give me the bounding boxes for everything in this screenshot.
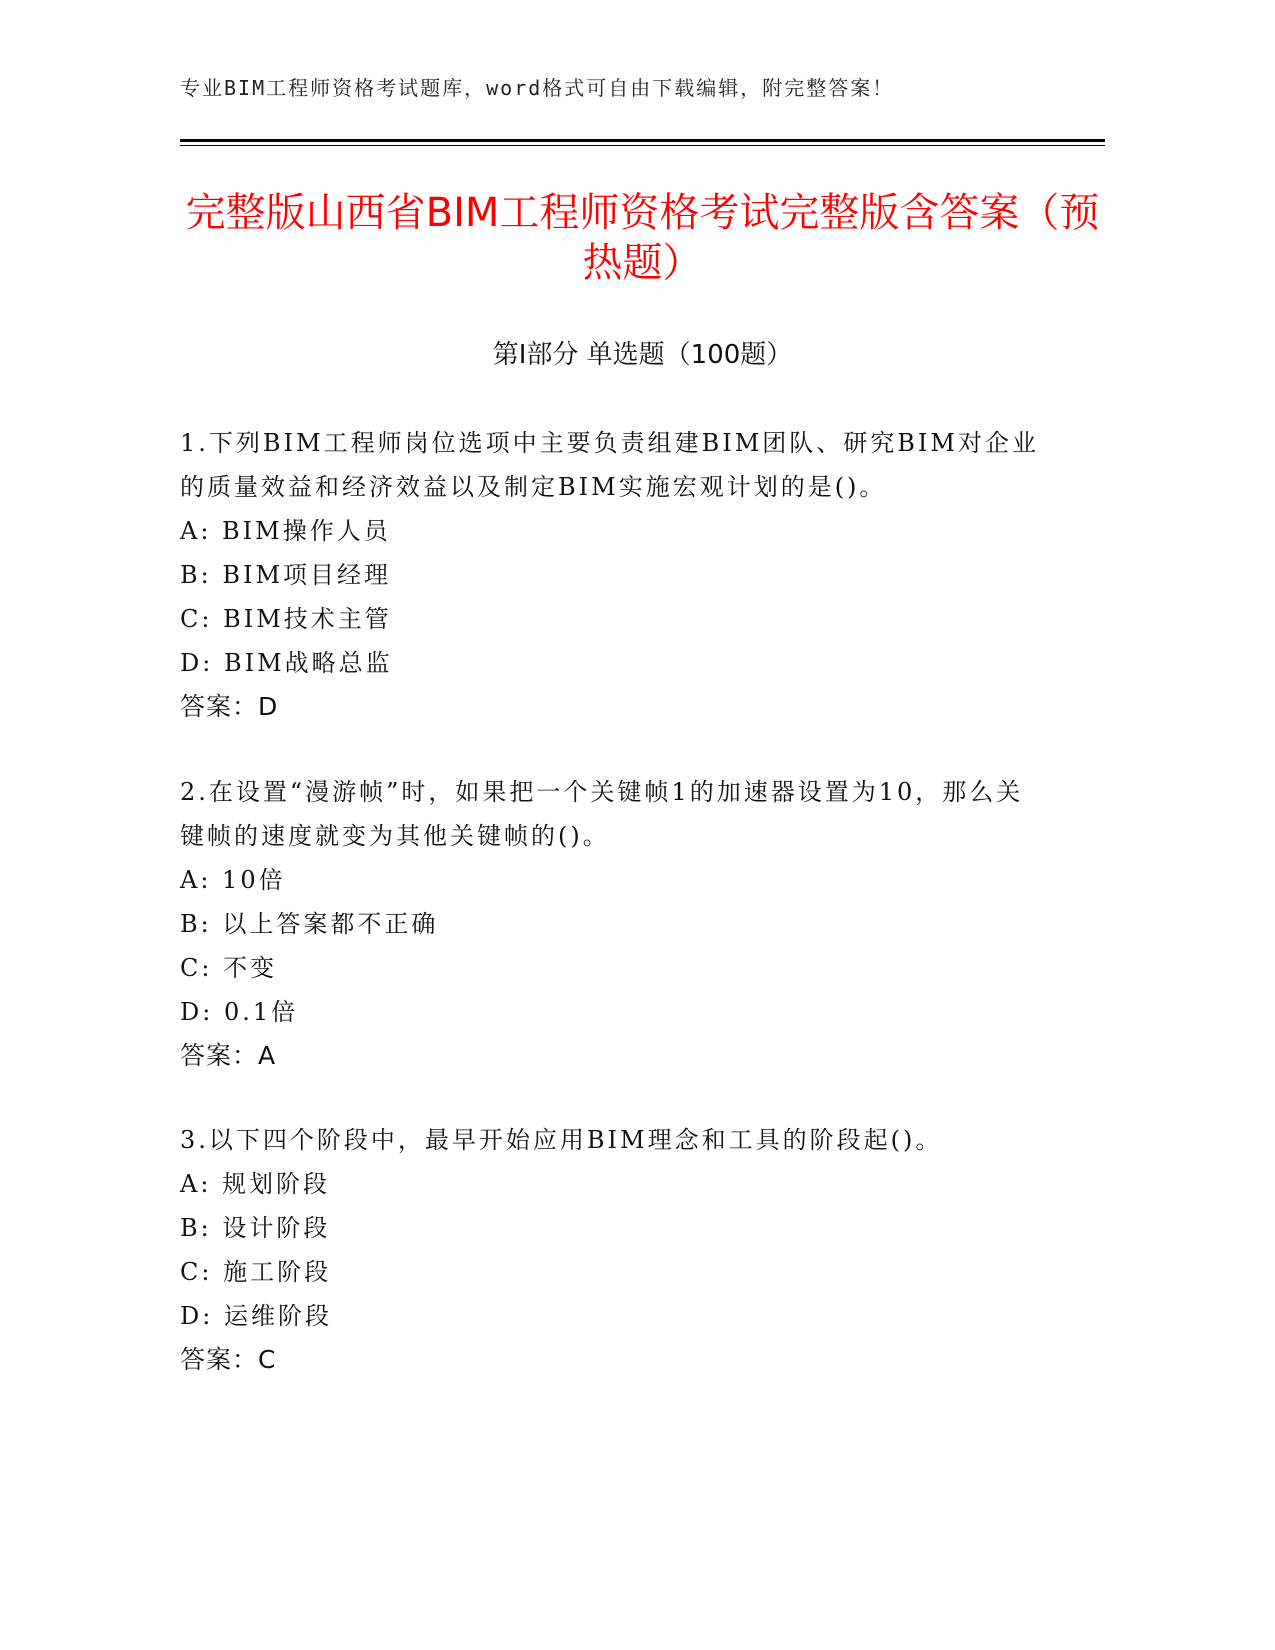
header-rule-thin bbox=[180, 145, 1105, 146]
option-b: B: 设计阶段 bbox=[180, 1214, 331, 1242]
option-d: D: 0.1倍 bbox=[180, 998, 299, 1026]
option-c: C: 不变 bbox=[180, 954, 278, 982]
document-title: 完整版山西省BIM工程师资格考试完整版含答案（预热题） bbox=[185, 190, 1100, 286]
option-c: C: BIM技术主管 bbox=[180, 605, 392, 633]
option-b: B: 以上答案都不正确 bbox=[180, 910, 439, 938]
option-a: A: 10倍 bbox=[180, 866, 286, 894]
option-c: C: 施工阶段 bbox=[180, 1258, 332, 1286]
option-a: A: 规划阶段 bbox=[180, 1170, 331, 1198]
option-d: D: 运维阶段 bbox=[180, 1302, 332, 1330]
page-header: 专业BIM工程师资格考试题库，word格式可自由下载编辑，附完整答案！ bbox=[180, 76, 895, 100]
question-stem: 3.以下四个阶段中，最早开始应用BIM理念和工具的阶段起()。 bbox=[180, 1126, 943, 1154]
answer: 答案：A bbox=[180, 1041, 277, 1070]
option-d: D: BIM战略总监 bbox=[180, 649, 393, 677]
header-rule-thick bbox=[180, 139, 1105, 142]
question-2 bbox=[180, 770, 1040, 1078]
question-1 bbox=[180, 421, 1040, 729]
option-b: B: BIM项目经理 bbox=[180, 561, 392, 589]
question-stem: 2.在设置“漫游帧”时，如果把一个关键帧1的加速器设置为10，那么关键帧的速度就变为其他关键帧的()。 bbox=[180, 778, 1024, 850]
option-a: A: BIM操作人员 bbox=[180, 517, 391, 545]
question-stem: 1.下列BIM工程师岗位选项中主要负责组建BIM团队、研究BIM对企业的质量效益和经济效益以及制定BIM实施宏观计划的是()。 bbox=[180, 429, 1039, 501]
section-title: 第I部分 单选题（100题） bbox=[492, 340, 793, 370]
answer: 答案：D bbox=[180, 692, 279, 721]
question-3 bbox=[180, 1118, 1040, 1382]
answer: 答案：C bbox=[180, 1345, 277, 1374]
